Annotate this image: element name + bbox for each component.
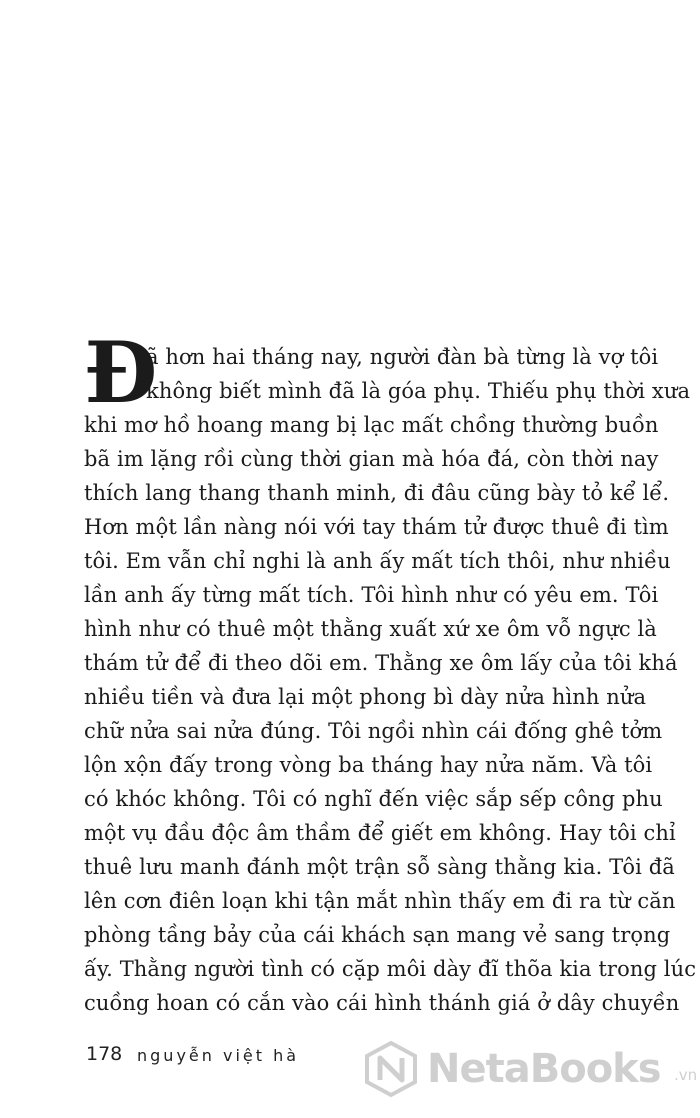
paragraph-line: tôi. Em vẫn chỉ nghi là anh ấy mất tích thôi, như nhiều xyxy=(84,549,671,573)
netabooks-watermark xyxy=(362,1040,698,1100)
paragraph-line: lộn xộn đấy trong vòng ba tháng hay nửa năm. Và tôi xyxy=(84,753,653,777)
paragraph-line: bã im lặng rồi cùng thời gian mà hóa đá, còn thời nay xyxy=(84,447,659,471)
netabooks-logo-icon xyxy=(362,1040,420,1098)
page-number: 178 xyxy=(86,1043,123,1065)
paragraph-line: có khóc không. Tôi có nghĩ đến việc sắp sếp công phu xyxy=(84,787,663,811)
dropcap-d-ornament xyxy=(84,323,158,422)
paragraph-line: lần anh ấy từng mất tích. Tôi hình như có yêu em. Tôi xyxy=(84,583,659,607)
paragraph-line: phòng tầng bảy của cái khách sạn mang vẻ sang trọng xyxy=(84,923,671,947)
paragraph-line: ã hơn hai tháng nay, người đàn bà từng là vợ tôi xyxy=(146,345,659,369)
paragraph-line: chữ nửa sai nửa đúng. Tôi ngồi nhìn cái đống ghê tởm xyxy=(84,719,663,743)
watermark-brand: NetaBooks xyxy=(427,1046,661,1092)
paragraph-line: thích lang thang thanh minh, đi đâu cũng bày tỏ kể lể. xyxy=(84,481,670,505)
paragraph-line: thám tử để đi theo dõi em. Thằng xe ôm lấy của tôi khá xyxy=(84,651,678,675)
paragraph-line: Hơn một lần nàng nói với tay thám tử được thuê đi tìm xyxy=(84,515,669,539)
paragraph-line: thuê lưu manh đánh một trận sỗ sàng thằng kia. Tôi đã xyxy=(84,855,675,879)
paragraph-line: nhiều tiền và đưa lại một phong bì dày nửa hình nửa xyxy=(84,685,647,709)
paragraph-line: khi mơ hồ hoang mang bị lạc mất chồng thường buồn xyxy=(84,413,659,437)
paragraph-line: hình như có thuê một thằng xuất xứ xe ôm vỗ ngực là xyxy=(84,617,657,641)
running-footer-author: nguyễn việt hà xyxy=(137,1046,300,1065)
dropcap-letter: Đ xyxy=(84,323,158,422)
paragraph-line: ấy. Thằng người tình có cặp môi dày đĩ thõa kia trong lúc xyxy=(84,957,697,981)
paragraph-line: cuồng hoan có cắn vào cái hình thánh giá ở dây chuyền xyxy=(84,991,680,1015)
watermark-suffix: .vn xyxy=(674,1066,698,1084)
paragraph-line: không biết mình đã là góa phụ. Thiếu phụ thời xưa xyxy=(146,379,691,403)
paragraph-line: lên cơn điên loạn khi tận mắt nhìn thấy em đi ra từ căn xyxy=(84,889,676,913)
paragraph-line: một vụ đầu độc âm thầm để giết em không. Hay tôi chỉ xyxy=(84,821,676,845)
